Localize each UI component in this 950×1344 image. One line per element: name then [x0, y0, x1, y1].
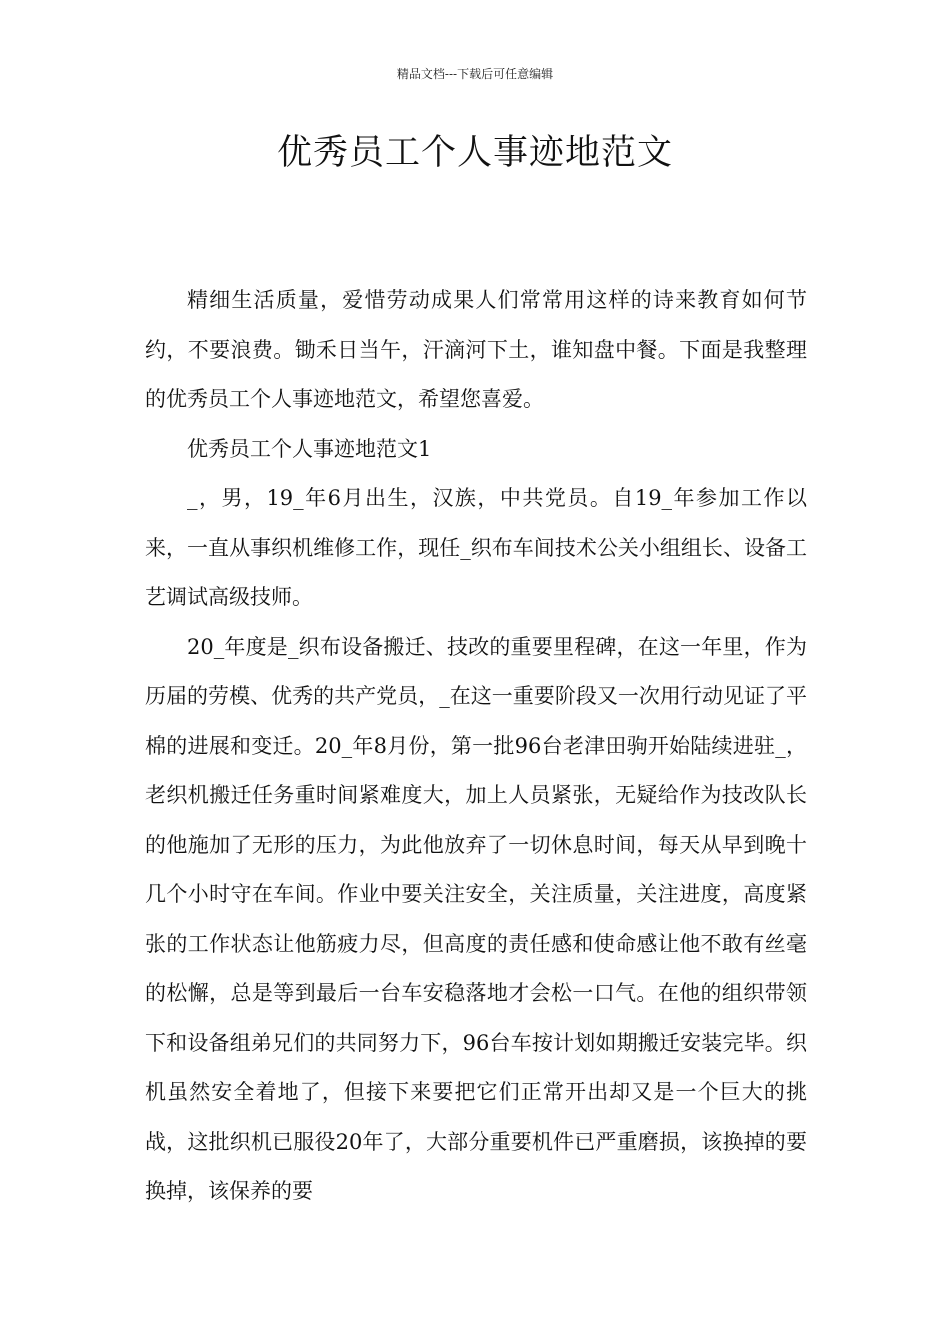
intro-paragraph: 精细生活质量，爱惜劳动成果人们常常用这样的诗来教育如何节约，不要浪费。锄禾日当午，汗滴河下土，谁知盘中餐。下面是我整理的优秀员工个人事迹地范文，希望您喜爱。	[145, 288, 807, 411]
header-note: 精品文档---下载后可任意编辑	[396, 67, 554, 81]
profile-paragraph: _，男，19_年6月出生，汉族，中共党员。自19_年参加工作以来，一直从事织机维修工作，现任_织布车间技术公关小组组长、设备工艺调试高级技师。	[145, 486, 807, 609]
achievement-paragraph: 20_年度是_织布设备搬迁、技改的重要里程碑，在这一年里，作为历届的劳模、优秀的共产党员，_在这一重要阶段又一次用行动见证了平棉的进展和变迁。20_年8月份，第一批96台老津田驹开始陆续进驻_，老织机搬迁任务重时间紧难度大，加上人员紧张，无疑给作为技改队长的他施加了无形的压力，为此他放弃了一切休息时间，每天从早到晚十几个小时守在车间。作业中要关注安全，关注质量，关注进度，高度紧张的工作状态让他筋疲力尽，但高度的责任感和使命感让他不敢有丝毫的松懈，总是等到最后一台车安稳落地才会松一口气。在他的组织带领下和设备组弟兄们的共同努力下，96台车按计划如期搬迁安装完毕。织机虽然安全着地了，但接下来要把它们正常开出却又是一个巨大的挑战，这批织机已服役20年了，大部分重要机件已严重磨损，该换掉的要换掉，该保养的要	[145, 634, 807, 1203]
document-title: 优秀员工个人事迹地范文	[276, 133, 673, 173]
section-heading: 优秀员工个人事迹地范文1	[187, 436, 432, 461]
document-body	[145, 276, 807, 1217]
